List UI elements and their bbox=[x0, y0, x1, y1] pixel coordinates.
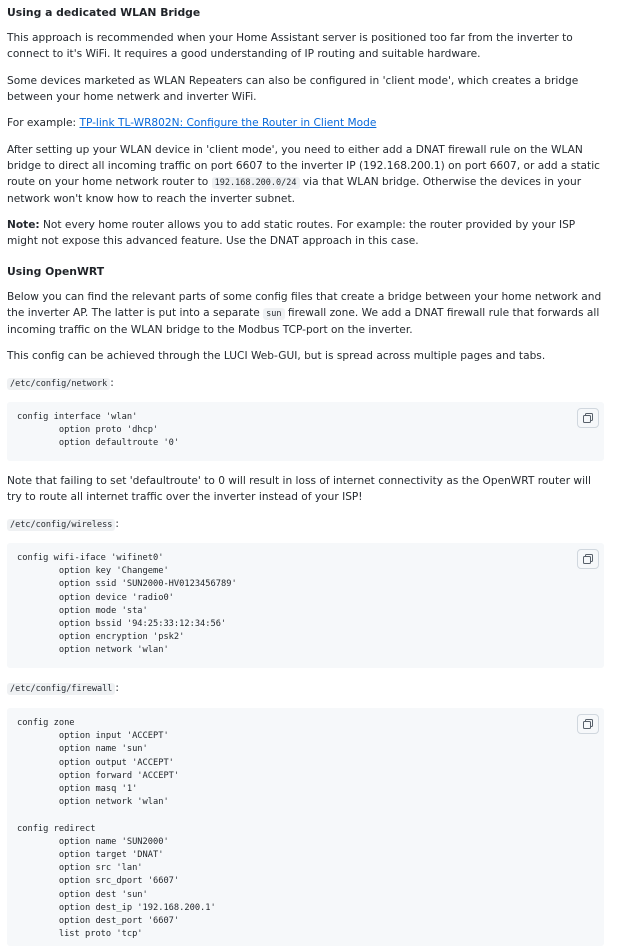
paragraph-note bbox=[7, 217, 607, 249]
copy-icon bbox=[582, 412, 594, 424]
subnet-code: 192.168.200.0/24 bbox=[212, 177, 300, 189]
setup-text-after: via that WLAN bridge. Otherwise the devices in your network won't know how to reach the inverter subnet. bbox=[7, 176, 582, 205]
note-label: Note: bbox=[7, 219, 40, 231]
network-file-label bbox=[7, 375, 114, 392]
heading-openwrt: Using OpenWRT bbox=[7, 265, 105, 278]
example-prefix: For example: bbox=[7, 117, 80, 129]
openwrt-intro-before: Below you can find the relevant parts of some config files that create a bridge between your home network and the inverter AP. The latter is put into a separate bbox=[7, 291, 602, 319]
paragraph-defaultroute-note: Note that failing to set 'defaultroute' to 0 will result in loss of internet connectivity as the OpenWRT router will try to route all internet traffic over the inverter instead of your ISP! bbox=[7, 475, 591, 503]
wireless-file-label bbox=[7, 516, 119, 533]
code-block-network bbox=[7, 402, 604, 461]
firewall-file-path: /etc/config/firewall bbox=[7, 683, 115, 695]
colon: : bbox=[115, 682, 119, 694]
copy-button-wireless[interactable] bbox=[577, 549, 599, 569]
paragraph-repeaters: Some devices marketed as WLAN Repeaters can also be configured in 'client mode', which creates a bridge between your home netwerk and inverter WiFi. bbox=[7, 75, 579, 103]
colon: : bbox=[115, 518, 119, 530]
setup-text-before: After setting up your WLAN device in 'client mode', you need to either add a DNAT firewall rule on the WLAN bridge to direct all incoming traffic on port 6607 to the inverter IP (192.168.200.1) on port 6607, or add a static route on your home network router to bbox=[7, 144, 600, 188]
firewall-config-code: config zone option input 'ACCEPT' option name 'sun' option output 'ACCEPT' option forward 'ACCEPT' option masq '1' option network 'wlan' config redirect option name 'SUN2000' option target 'DNAT' option src 'lan' option src_dport '6607' option dest 'sun' option dest_ip '192.168.200.1' option dest_port '6607' list proto 'tcp' bbox=[17, 718, 216, 940]
paragraph-openwrt-intro bbox=[7, 289, 607, 338]
copy-button-firewall[interactable] bbox=[577, 714, 599, 734]
copy-icon bbox=[582, 718, 594, 730]
network-file-path: /etc/config/network bbox=[7, 378, 110, 390]
sun-zone-code: sun bbox=[263, 308, 284, 320]
tplink-client-mode-link[interactable]: TP-link TL-WR802N: Configure the Router in Client Mode bbox=[79, 117, 377, 129]
paragraph-luci: This config can be achieved through the LUCI Web-GUI, but is spread across multiple pages and tabs. bbox=[7, 350, 546, 362]
wireless-config-code: config wifi-iface 'wifinet0' option key 'Changeme' option ssid 'SUN2000-HV0123456789' option device 'radio0' option mode 'sta' option bssid '94:25:33:12:34:56' option encryption 'psk2' option network 'wlan' bbox=[17, 553, 237, 656]
paragraph-example bbox=[7, 115, 607, 131]
firewall-file-label bbox=[7, 680, 119, 697]
code-block-wireless bbox=[7, 543, 604, 668]
copy-icon bbox=[582, 553, 594, 565]
note-text: Not every home router allows you to add static routes. For example: the router provided by your ISP might not expose this advanced feature. Use the DNAT approach in this case. bbox=[7, 219, 576, 247]
network-config-code: config interface 'wlan' option proto 'dhcp' option defaultroute '0' bbox=[17, 412, 180, 449]
wireless-file-path: /etc/config/wireless bbox=[7, 519, 115, 531]
paragraph-wlan-intro: This approach is recommended when your Home Assistant server is positioned too far from the inverter to connect to it's WiFi. It requires a good understanding of IP routing and suitable hardware. bbox=[7, 32, 573, 60]
colon: : bbox=[110, 377, 114, 389]
copy-button-network[interactable] bbox=[577, 408, 599, 428]
paragraph-setup bbox=[7, 142, 607, 207]
code-block-firewall bbox=[7, 708, 604, 946]
heading-wlan-bridge: Using a dedicated WLAN Bridge bbox=[7, 6, 201, 19]
openwrt-intro-after: firewall zone. We add a DNAT firewall rule that forwards all incoming traffic on the WLAN bridge to the Modbus TCP-port on the inverter. bbox=[7, 307, 600, 336]
